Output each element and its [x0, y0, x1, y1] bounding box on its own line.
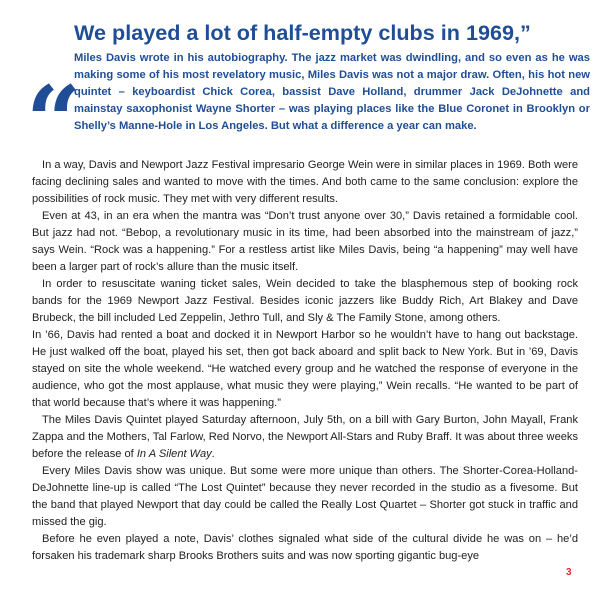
headline: We played a lot of half-empty clubs in 1969,” [74, 20, 531, 45]
paragraph-2: Even at 43, in an era when the mantra was “Don’t trust anyone over 30,” Davis retained a formidable cool. But jazz had not. “Bebop, a revolutionary music in its time, had been absorbed into the mainstream of jazz,” says Wein. “Rock was a happening.” For a restless artist like Miles Davis, being “a happening” may well have been a larger part of rock’s allure than the music itself. [32, 210, 578, 273]
paragraph-5-text: The Miles Davis Quintet played Saturday afternoon, July 5th, on a bill with Gary Burton, John Mayall, Frank Zappa and the Mothers, Tal Farlow, Red Norvo, the Newport All-Stars and Ruby Braff. It was about three weeks before the release of [32, 414, 578, 460]
paragraph-5 [32, 412, 578, 463]
article-body [32, 157, 578, 565]
paragraph-5-end: . [211, 448, 215, 460]
paragraph-1: In a way, Davis and Newport Jazz Festival impresario George Wein were in similar places in 1969. Both were facing declining sales and wanted to move with the times. And both came to the same conclusion: explore the possibilities of rock music. They met with very different results. [32, 159, 578, 205]
intro-paragraph: Miles Davis wrote in his autobiography. The jazz market was dwindling, and so even as he was making some of his most revelatory music, Miles Davis was not a major draw. Often, his hot new quintet – keyboardist Chick Corea, bassist Dave Holland, drummer Jack DeJohnette and mainstay saxophonist Wayne Shorter – was playing places like the Blue Coronet in Brooklyn or Shelly’s Manne-Hole in Los Angeles. But what a difference a year can make. [74, 52, 590, 132]
page-number: 3 [566, 567, 572, 578]
paragraph-4: In ’66, Davis had rented a boat and docked it in Newport Harbor so he wouldn’t have to hang out backstage. He just walked off the boat, played his set, then got back aboard and split back to New York. But in ’69, Davis stayed on site the whole weekend. “He watched every group and he watched the response of everyone in the audience, who got the most applause, what music they were playing,” Wein recalls. “He wanted to be part of that world because that’s where it was happening.” [32, 329, 578, 409]
opening-quote-mark: “ [26, 65, 82, 178]
album-title: In A Silent Way [136, 448, 212, 460]
paragraph-3: In order to resuscitate waning ticket sales, Wein decided to take the blasphemous step of booking rock bands for the 1969 Newport Jazz Festival. Besides iconic jazzers like Buddy Rich, Art Blakey and Dave Brubeck, the bill included Led Zeppelin, Jethro Tull, and Sly & The Family Stone, among others. [32, 278, 578, 324]
paragraph-7: Before he even played a note, Davis’ clothes signaled what side of the cultural divide he was on – he’d forsaken his trademark sharp Brooks Brothers suits and was now sporting gigantic bug-eye [32, 533, 578, 562]
paragraph-6: Every Miles Davis show was unique. But some were more unique than others. The Shorter-Corea-Holland-DeJohnette line-up is called “The Lost Quintet” because they never recorded in the studio as a fivesome. But the band that played Newport that day could be called the Really Lost Quartet – Shorter got stuck in traffic and missed the gig. [32, 465, 578, 528]
